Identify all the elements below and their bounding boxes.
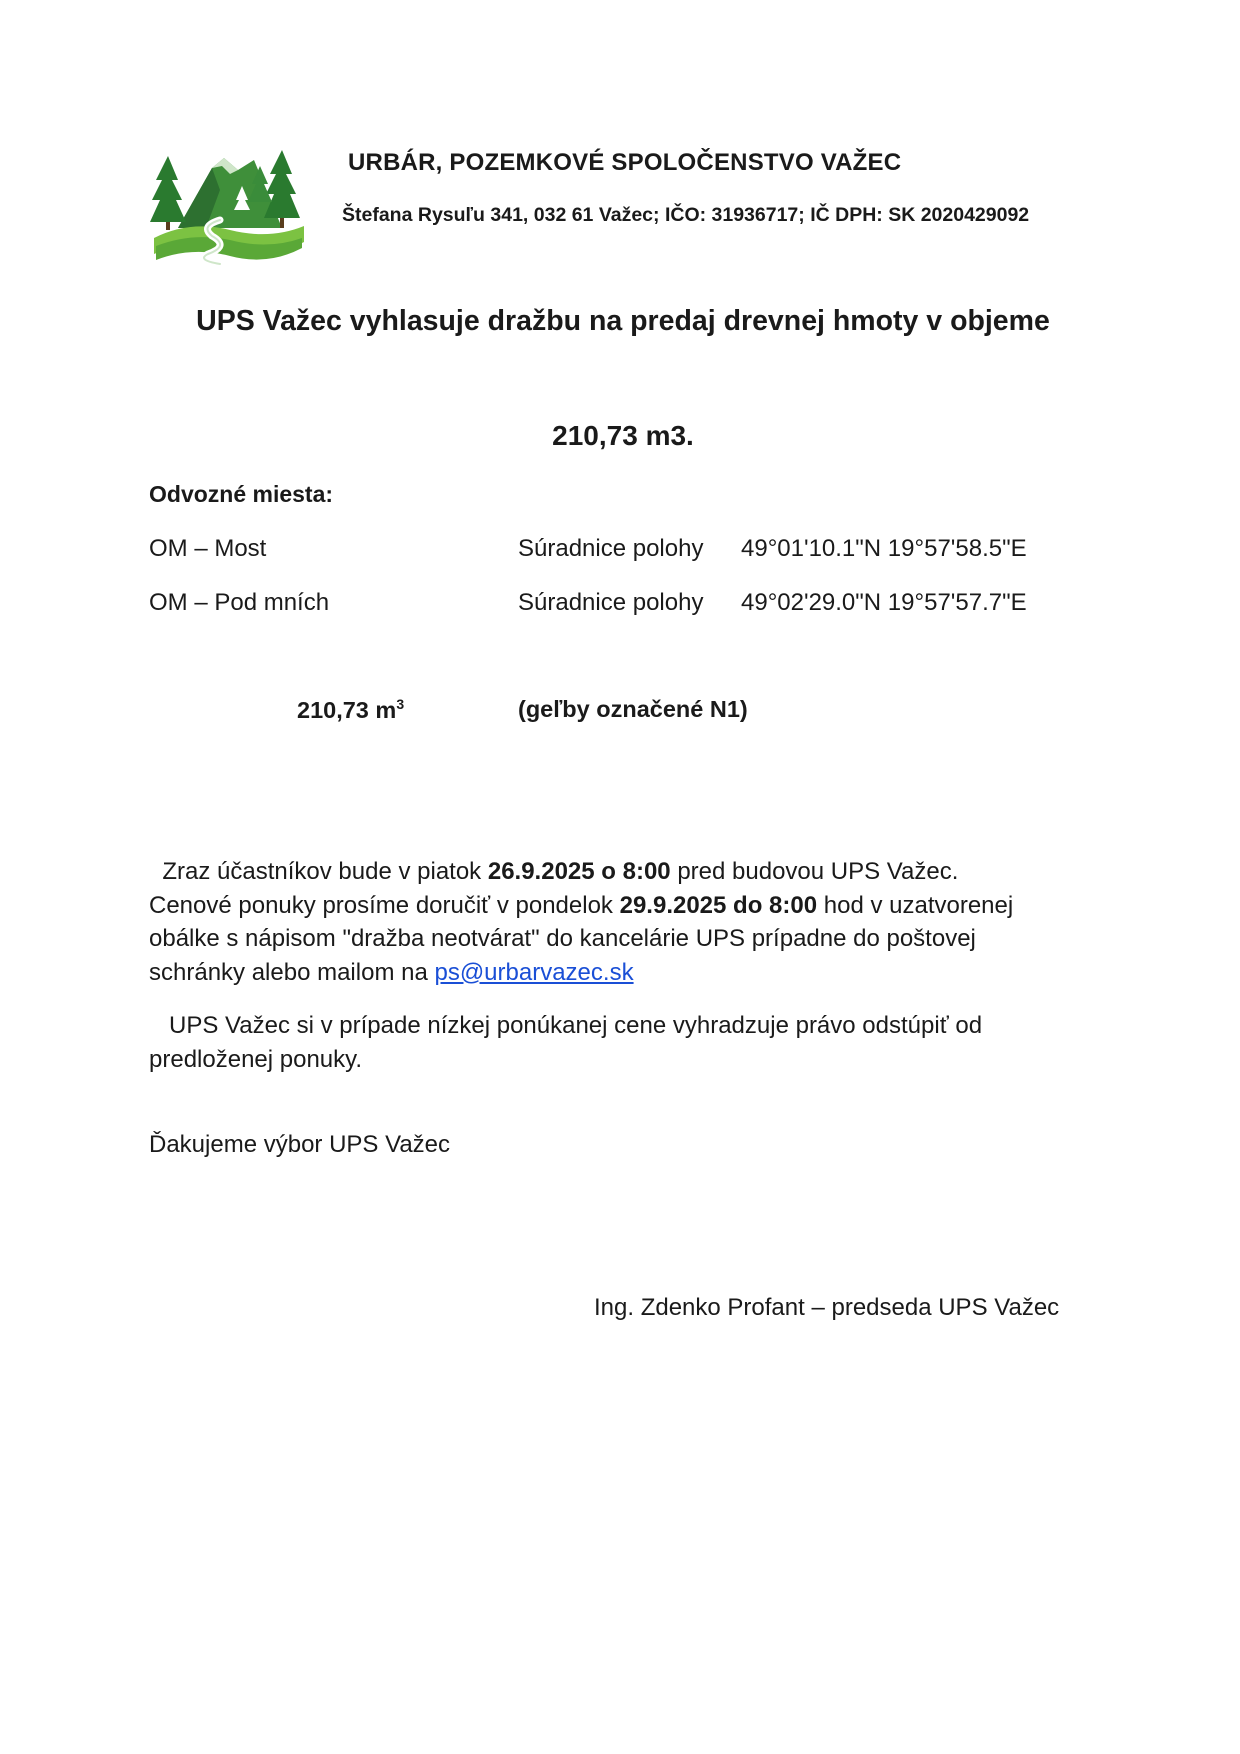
organization-name: URBÁR, POZEMKOVÉ SPOLOČENSTVO VAŽEC xyxy=(348,149,902,176)
amount-value xyxy=(297,696,404,724)
location-name: OM – Pod mních xyxy=(149,589,330,616)
amount-note: (geľby označené N1) xyxy=(518,696,748,722)
reservation-text: UPS Važec si v prípade nízkej ponúkanej cene vyhradzuje právo odstúpiť od xyxy=(169,1012,983,1039)
location-coordinates-value: 49°02'29.0"N 19°57'57.7"E xyxy=(741,589,1027,616)
offer-text-cont: hod v uzatvorenej xyxy=(817,891,1014,919)
amount-number: 210,73 m xyxy=(297,697,397,723)
amount-unit-exponent: 3 xyxy=(396,696,405,712)
organization-address: Štefana Rysuľu 341, 032 61 Važec; IČO: 31936717; IČ DPH: SK 2020429092 xyxy=(342,204,1030,226)
meeting-paragraph xyxy=(149,855,1069,989)
meeting-place: pred budovou UPS Važec. xyxy=(670,858,959,885)
locations-heading: Odvozné miesta: xyxy=(149,481,334,507)
offer-deadline: 29.9.2025 do 8:00 xyxy=(619,891,818,919)
reservation-paragraph xyxy=(149,1009,1069,1076)
auction-headline: UPS Važec vyhlasuje dražbu na predaj drevnej hmoty v objeme xyxy=(196,305,1050,337)
signature: Ing. Zdenko Profant – predseda UPS Važec xyxy=(594,1294,1060,1321)
closing-thanks: Ďakujeme výbor UPS Važec xyxy=(149,1131,451,1158)
location-coordinates-value: 49°01'10.1"N 19°57'58.5"E xyxy=(741,535,1027,562)
email-link[interactable]: ps@urbarvazec.sk xyxy=(434,958,634,986)
meeting-text: Zraz účastníkov bude v piatok xyxy=(162,858,488,885)
location-coordinates-label: Súradnice polohy xyxy=(518,535,704,562)
offer-text: Cenové ponuky prosíme doručiť v pondelok xyxy=(149,891,620,919)
location-name: OM – Most xyxy=(149,535,267,562)
auction-volume: 210,73 m3. xyxy=(552,420,694,451)
reservation-text-cont: predloženej ponuky. xyxy=(149,1045,363,1073)
offer-envelope-text: obálke s nápisom "dražba neotvárat" do kancelárie UPS prípadne do poštovej xyxy=(149,925,976,952)
forest-mountain-road-logo xyxy=(150,150,306,268)
offer-mail-text: schránky alebo mailom na xyxy=(149,958,435,986)
location-coordinates-label: Súradnice polohy xyxy=(518,589,704,616)
meeting-date: 26.9.2025 o 8:00 xyxy=(487,858,671,885)
